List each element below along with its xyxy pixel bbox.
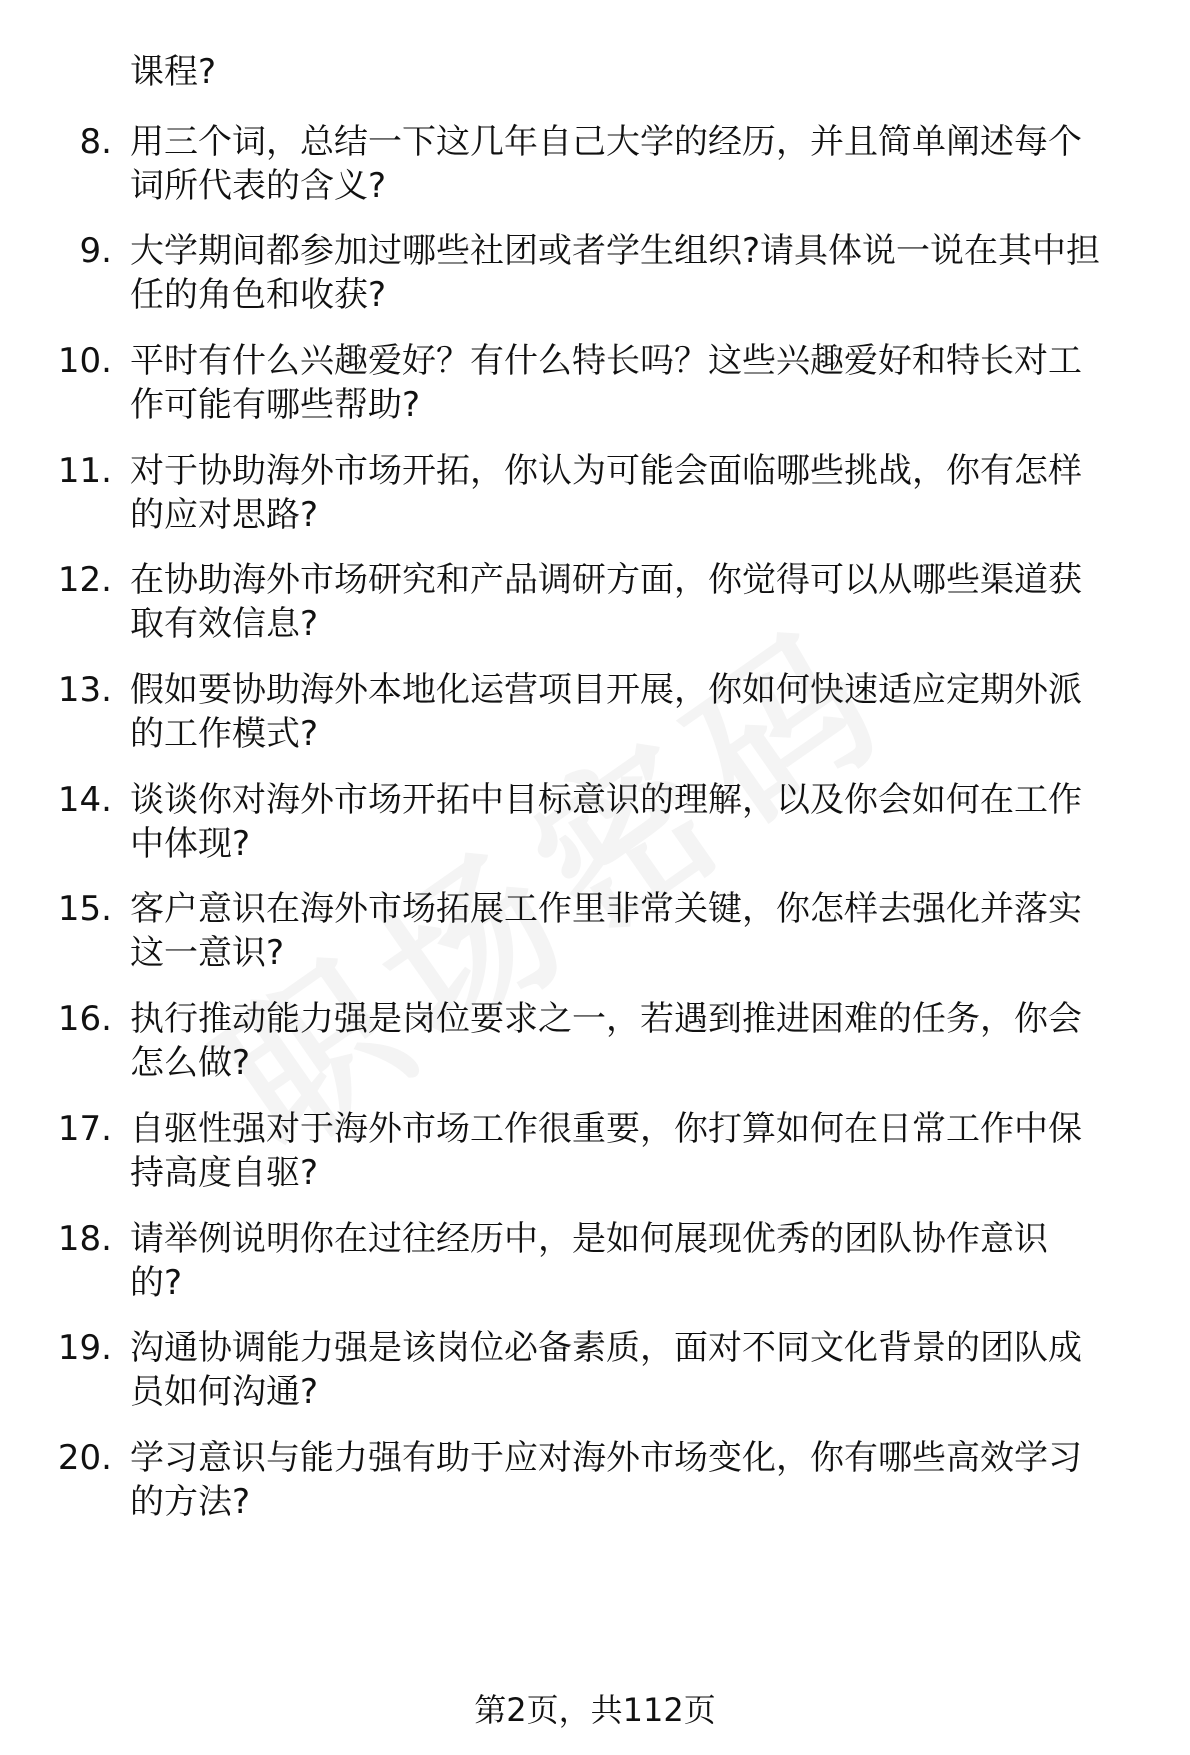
question-text-line: 这一意识?	[130, 933, 285, 973]
question-text-line: 的应对思路?	[130, 495, 319, 535]
page-footer: 第2页，共112页	[474, 1691, 716, 1729]
question-text-line: 用三个词，总结一下这几年自己大学的经历，并且简单阐述每个	[130, 122, 1082, 162]
question-number: 10.	[57, 341, 112, 381]
question-number: 20.	[57, 1438, 112, 1478]
question-text-line: 请举例说明你在过往经历中，是如何展现优秀的团队协作意识	[130, 1219, 1048, 1259]
question-text-line: 中体现?	[130, 824, 251, 864]
question-number: 9.	[79, 231, 112, 271]
question-text-line: 任的角色和收获?	[130, 275, 387, 315]
question-text-line: 大学期间都参加过哪些社团或者学生组织?请具体说一说在其中担	[130, 231, 1101, 271]
question-text-line: 在协助海外市场研究和产品调研方面，你觉得可以从哪些渠道获	[130, 560, 1082, 600]
question-text-line: 员如何沟通?	[130, 1372, 319, 1412]
question-text-line: 怎么做?	[130, 1043, 251, 1083]
question-text-line: 假如要协助海外本地化运营项目开展，你如何快速适应定期外派	[130, 670, 1082, 710]
question-text-line: 词所代表的含义?	[130, 166, 387, 206]
question-text-line: 沟通协调能力强是该岗位必备素质，面对不同文化背景的团队成	[130, 1328, 1082, 1368]
question-number: 16.	[57, 999, 112, 1039]
question-text-line: 客户意识在海外市场拓展工作里非常关键，你怎样去强化并落实	[130, 889, 1082, 929]
question-number: 15.	[57, 889, 112, 929]
question-text-line: 持高度自驱?	[130, 1153, 319, 1193]
question-number: 11.	[57, 451, 112, 491]
question-text-line: 平时有什么兴趣爱好？有什么特长吗？这些兴趣爱好和特长对工	[130, 341, 1082, 381]
question-text-line: 的工作模式?	[130, 714, 319, 754]
question-number: 12.	[57, 560, 112, 600]
question-text-line: 的方法?	[130, 1482, 251, 1522]
question-text-line: 取有效信息?	[130, 604, 319, 644]
question-text-line: 作可能有哪些帮助?	[130, 385, 421, 425]
question-text-line: 对于协助海外市场开拓，你认为可能会面临哪些挑战，你有怎样	[130, 451, 1082, 491]
question-text-line: 的?	[130, 1263, 183, 1303]
question-number: 17.	[57, 1109, 112, 1149]
question-number: 13.	[57, 670, 112, 710]
question-text-line: 自驱性强对于海外市场工作很重要，你打算如何在日常工作中保	[130, 1109, 1082, 1149]
question-text-line: 执行推动能力强是岗位要求之一，若遇到推进困难的任务，你会	[130, 999, 1082, 1039]
question-continuation: 课程?	[130, 52, 217, 92]
question-number: 8.	[79, 122, 112, 162]
question-number: 19.	[57, 1328, 112, 1368]
question-text-line: 谈谈你对海外市场开拓中目标意识的理解，以及你会如何在工作	[130, 780, 1082, 820]
question-text-line: 学习意识与能力强有助于应对海外市场变化，你有哪些高效学习	[130, 1438, 1082, 1478]
question-number: 14.	[57, 780, 112, 820]
question-number: 18.	[57, 1219, 112, 1259]
